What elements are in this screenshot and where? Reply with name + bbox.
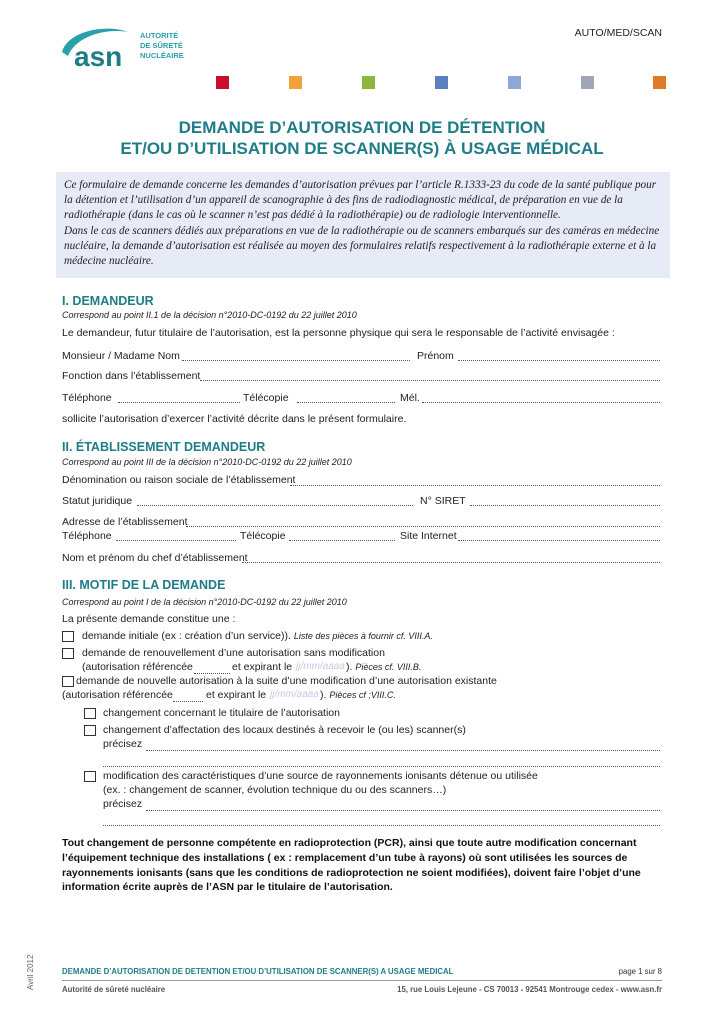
page-title-line2: ET/OU D’UTILISATION DE SCANNER(S) À USAGE MÉDICAL xyxy=(120,139,604,158)
checkbox-nouvelle-autorisation[interactable] xyxy=(62,676,74,687)
sollicite-text: sollicite l’autorisation d’exercer l’activité décrite dans le présent formulaire. xyxy=(62,413,407,425)
motif-intro: La présente demande constitue une : xyxy=(62,613,236,625)
section-title-demandeur: I. DEMANDEUR xyxy=(62,294,154,308)
etab-telecopie-field[interactable] xyxy=(289,531,395,541)
telecopie-field[interactable] xyxy=(297,393,395,403)
site-label: Site Internet xyxy=(400,530,457,542)
sub-modification-example: (ex. : changement de scanner, évolution technique du ou des scanners…) xyxy=(103,784,447,796)
fonction-field[interactable] xyxy=(200,371,660,381)
color-squares xyxy=(216,76,666,90)
precisez-field[interactable] xyxy=(146,801,660,811)
checkbox-modification-source[interactable] xyxy=(84,771,96,782)
opt2-note: ). Pièces cf. VIII.B. xyxy=(346,661,422,673)
option-demande-initiale: demande initiale (ex : création d’un service)). Liste des pièces à fournir cf. VIII.A. xyxy=(82,630,433,642)
sub-changement-locaux: changement d’affectation des locaux destinés à recevoir le (ou les) scanner(s) xyxy=(103,724,466,736)
prenom-field[interactable] xyxy=(458,351,660,361)
option-renouvellement: demande de renouvellement d’une autorisation sans modification xyxy=(82,647,385,659)
asn-logo xyxy=(58,22,208,78)
telephone-field[interactable] xyxy=(118,393,240,403)
precisez-label: précisez xyxy=(103,738,143,750)
opt3-expiry-label: et expirant le xyxy=(206,689,267,701)
section-ref: Correspond au point II.1 de la décision n°2010-DC-0192 du 22 juillet 2010 xyxy=(62,310,357,320)
mel-field[interactable] xyxy=(422,393,660,403)
section-ref: Correspond au point III de la décision n°2010-DC-0192 du 22 juillet 2010 xyxy=(62,457,352,467)
site-field[interactable] xyxy=(458,531,660,541)
nom-label: Monsieur / Madame Nom xyxy=(62,350,180,362)
opt2-reference-label: (autorisation référencée xyxy=(82,661,193,673)
page-number: page 1 sur 8 xyxy=(618,967,662,976)
mel-label: Mél. xyxy=(400,392,420,404)
statut-label: Statut juridique xyxy=(62,495,133,507)
opt3-date-field[interactable]: jj/mm/aaaa xyxy=(270,689,319,700)
footer-date: Avril 2012 xyxy=(26,954,35,990)
precisez-field[interactable] xyxy=(146,741,660,751)
footer-org: Autorité de sûreté nucléaire xyxy=(62,985,166,994)
opt2-expiry-label: et expirant le xyxy=(232,661,293,673)
section-ref: Correspond au point I de la décision n°2010-DC-0192 du 22 juillet 2010 xyxy=(62,597,347,607)
etab-telephone-field[interactable] xyxy=(116,531,236,541)
denomination-label: Dénomination ou raison sociale de l’établissement xyxy=(62,474,296,486)
color-square xyxy=(216,76,229,89)
statut-field[interactable] xyxy=(137,496,413,506)
nom-field[interactable] xyxy=(182,351,410,361)
opt2-reference-field[interactable] xyxy=(194,664,230,674)
checkbox-demande-initiale[interactable] xyxy=(62,631,74,642)
section-title-motif: III. MOTIF DE LA DEMANDE xyxy=(62,578,226,592)
precisez-field-line2[interactable] xyxy=(103,816,660,826)
adresse-label: Adresse de l’établissement xyxy=(62,516,188,528)
etab-telephone-label: Téléphone xyxy=(62,530,112,542)
siret-label: N° SIRET xyxy=(420,495,466,507)
color-square xyxy=(508,76,521,89)
color-square xyxy=(289,76,302,89)
precisez-label: précisez xyxy=(103,798,143,810)
checkbox-renouvellement[interactable] xyxy=(62,648,74,659)
footer-address: 15, rue Louis Lejeune - CS 70013 - 92541 Montrouge cedex - www.asn.fr xyxy=(397,985,662,994)
logo-line3: NUCLÉAIRE xyxy=(140,51,184,60)
intro-paragraph-2: Dans le cas de scanners dédiés aux préparations en vue de la radiothérapie ou de scanners embarqués sur des caméras en médecine nucléaire, la demande d’autorisation est réalisée au moyen des formulaires relatifs respectivement à la radiothérapie externe et à la médecine nucléaire. xyxy=(64,224,660,268)
fonction-label: Fonction dans l’établissement xyxy=(62,370,201,382)
section-intro: Le demandeur, futur titulaire de l’autorisation, est la personne physique qui sera le responsable de l’activité envisagée : xyxy=(62,327,615,339)
document-code: AUTO/MED/SCAN xyxy=(574,27,662,39)
page-title-line1: DEMANDE D’AUTORISATION DE DÉTENTION xyxy=(178,118,546,137)
telephone-label: Téléphone xyxy=(62,392,112,404)
prenom-label: Prénom xyxy=(417,350,454,362)
notice-text: Tout changement de personne compétente en radioprotection (PCR), ainsi que toute autre modification concernant l’équipement technique des installations ( ex : remplacement d’un tube à rayons) où sont utilisées les sources de rayonnements ionisants (sans que les conditions de radioprotection ne soient modifiées), doivent faire l’objet d’une information écrite auprès de l’ASN par le titulaire de l’autorisation. xyxy=(62,837,641,894)
opt3-note: ). Pièces cf ;VIII.C. xyxy=(320,689,396,701)
footer-divider xyxy=(62,980,662,981)
color-square xyxy=(435,76,448,89)
color-square xyxy=(581,76,594,89)
telecopie-label: Télécopie xyxy=(243,392,289,404)
etab-telecopie-label: Télécopie xyxy=(240,530,286,542)
denomination-field[interactable] xyxy=(290,476,660,486)
footer-title: DEMANDE D’AUTORISATION DE DETENTION ET/OU D’UTILISATION DE SCANNER(S) A USAGE MEDICAL xyxy=(62,967,454,976)
adresse-field[interactable] xyxy=(186,517,660,527)
opt2-date-field[interactable]: jj/mm/aaaa xyxy=(296,661,345,672)
opt3-reference-label: (autorisation référencée xyxy=(62,689,173,701)
chef-label: Nom et prénom du chef d’établissement xyxy=(62,552,248,564)
checkbox-changement-titulaire[interactable] xyxy=(84,708,96,719)
sub-modification-source: modification des caractéristiques d’une source de rayonnements ionisants détenue ou utilisée xyxy=(103,770,538,782)
option-nouvelle-autorisation: demande de nouvelle autorisation à la suite d’une modification d’une autorisation existante xyxy=(76,675,497,687)
logo-line2: DE SÛRETÉ xyxy=(140,41,183,50)
precisez-field-line2[interactable] xyxy=(103,757,660,767)
logo-abbr: asn xyxy=(74,41,123,72)
sub-changement-titulaire: changement concernant le titulaire de l’autorisation xyxy=(103,707,340,719)
chef-field[interactable] xyxy=(242,553,660,563)
section-title-etablissement: II. ÉTABLISSEMENT DEMANDEUR xyxy=(62,440,266,454)
color-square xyxy=(653,76,666,89)
logo-line1: AUTORITÉ xyxy=(140,31,179,40)
color-square xyxy=(362,76,375,89)
opt3-reference-field[interactable] xyxy=(173,692,203,702)
siret-field[interactable] xyxy=(470,496,660,506)
checkbox-changement-locaux[interactable] xyxy=(84,725,96,736)
intro-paragraph-1: Ce formulaire de demande concerne les demandes d’autorisation prévues par l’article R.1333-23 du code de la santé publique pour la détention et l’utilisation d’un appareil de scanographie à des fins de radiodiagnostic médical, de préparation en vue de la radiothérapie (dans le cas où le scanner n’est pas dédié à la radiothérapie) ou de radiologie interventionnelle. xyxy=(64,179,657,222)
intro-box xyxy=(56,172,670,278)
